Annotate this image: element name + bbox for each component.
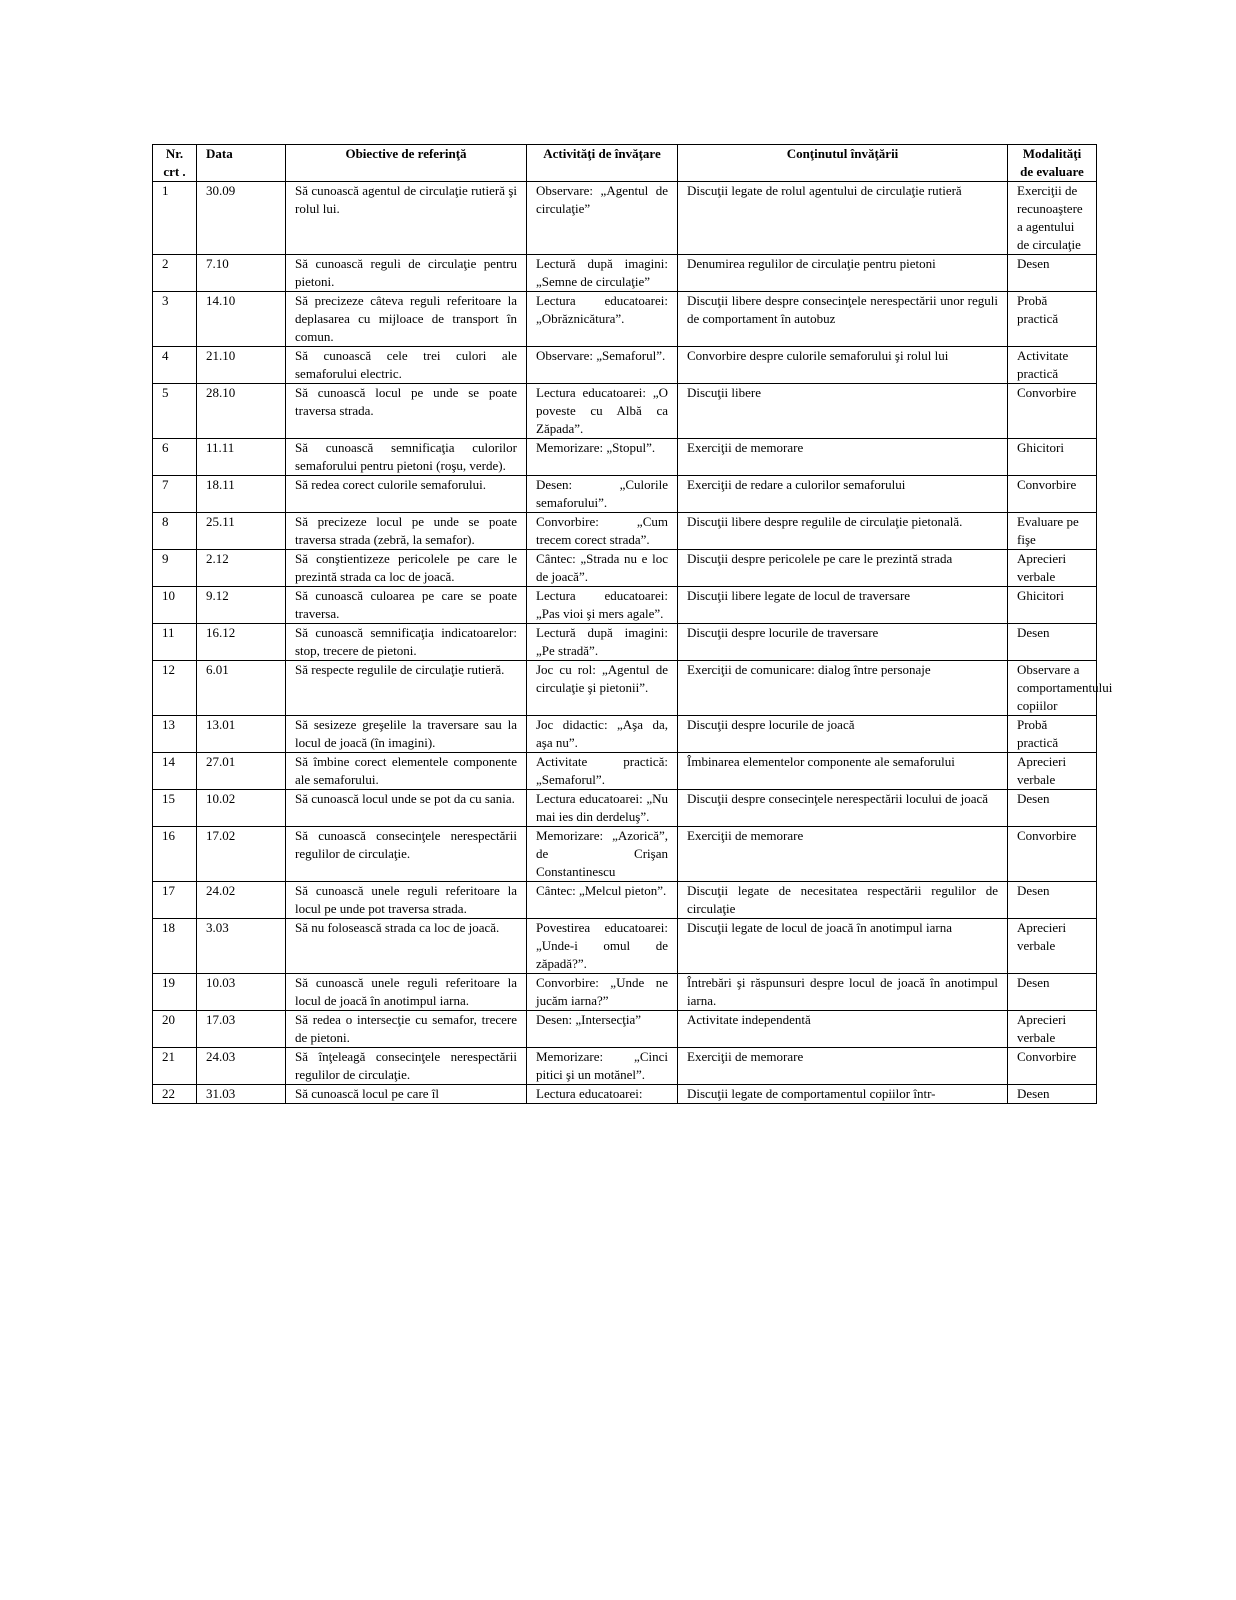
cell-continut: Întrebări şi răspunsuri despre locul de joacă în anotimpul iarna. bbox=[678, 974, 1008, 1011]
cell-nr: 4 bbox=[153, 347, 197, 384]
cell-continut: Discuţii libere despre regulile de circulaţie pietonală. bbox=[678, 513, 1008, 550]
cell-activitate: Memorizare: „Stopul”. bbox=[527, 439, 678, 476]
cell-data: 24.02 bbox=[197, 882, 286, 919]
cell-activitate: Cântec: „Melcul pieton”. bbox=[527, 882, 678, 919]
cell-obiectiv: Să precizeze locul pe unde se poate traversa strada (zebră, la semafor). bbox=[286, 513, 527, 550]
cell-continut: Convorbire despre culorile semaforului şi rolul lui bbox=[678, 347, 1008, 384]
table-row bbox=[153, 182, 1097, 255]
cell-obiectiv: Să cunoască locul pe care îl bbox=[286, 1085, 527, 1104]
cell-continut: Discuţii despre locurile de joacă bbox=[678, 716, 1008, 753]
cell-nr: 19 bbox=[153, 974, 197, 1011]
cell-continut: Exerciţii de memorare bbox=[678, 1048, 1008, 1085]
header-nr: Nr. crt . bbox=[153, 145, 197, 182]
cell-data: 13.01 bbox=[197, 716, 286, 753]
cell-data: 27.01 bbox=[197, 753, 286, 790]
cell-continut: Discuţii legate de necesitatea respectării regulilor de circulaţie bbox=[678, 882, 1008, 919]
cell-nr: 5 bbox=[153, 384, 197, 439]
cell-obiectiv: Să cunoască consecinţele nerespectării regulilor de circulaţie. bbox=[286, 827, 527, 882]
table-row bbox=[153, 1085, 1097, 1104]
cell-obiectiv: Să cunoască culoarea pe care se poate traversa. bbox=[286, 587, 527, 624]
table-row bbox=[153, 550, 1097, 587]
cell-continut: Exerciţii de comunicare: dialog între personaje bbox=[678, 661, 1008, 716]
cell-nr: 17 bbox=[153, 882, 197, 919]
cell-evaluare: Probă practică bbox=[1008, 292, 1097, 347]
cell-activitate: Memorizare: „Cinci pitici şi un motănel”. bbox=[527, 1048, 678, 1085]
table-row bbox=[153, 753, 1097, 790]
cell-continut: Discuţii legate de locul de joacă în anotimpul iarna bbox=[678, 919, 1008, 974]
cell-obiectiv: Să nu folosească strada ca loc de joacă. bbox=[286, 919, 527, 974]
cell-continut: Exerciţii de memorare bbox=[678, 827, 1008, 882]
cell-nr: 18 bbox=[153, 919, 197, 974]
table-row bbox=[153, 919, 1097, 974]
cell-evaluare: Aprecieri verbale bbox=[1008, 753, 1097, 790]
cell-nr: 6 bbox=[153, 439, 197, 476]
table-row bbox=[153, 347, 1097, 384]
header-data: Data bbox=[197, 145, 286, 182]
cell-evaluare: Desen bbox=[1008, 882, 1097, 919]
cell-data: 28.10 bbox=[197, 384, 286, 439]
cell-activitate: Joc didactic: „Aşa da, aşa nu”. bbox=[527, 716, 678, 753]
cell-evaluare: Desen bbox=[1008, 974, 1097, 1011]
cell-activitate: Joc cu rol: „Agentul de circulaţie şi pietonii”. bbox=[527, 661, 678, 716]
cell-obiectiv: Să redea o intersecţie cu semafor, trecere de pietoni. bbox=[286, 1011, 527, 1048]
table-row bbox=[153, 661, 1097, 716]
cell-evaluare: Aprecieri verbale bbox=[1008, 550, 1097, 587]
cell-activitate: Lectura educatoarei: „Nu mai ies din derdeluş”. bbox=[527, 790, 678, 827]
header-obiective: Obiective de referinţă bbox=[286, 145, 527, 182]
cell-obiectiv: Să cunoască unele reguli referitoare la locul pe unde pot traversa strada. bbox=[286, 882, 527, 919]
table-row bbox=[153, 716, 1097, 753]
cell-obiectiv: Să îmbine corect elementele componente ale semaforului. bbox=[286, 753, 527, 790]
cell-activitate: Cântec: „Strada nu e loc de joacă”. bbox=[527, 550, 678, 587]
cell-activitate: Convorbire: „Unde ne jucăm iarna?” bbox=[527, 974, 678, 1011]
header-evaluare: Modalităţi de evaluare bbox=[1008, 145, 1097, 182]
cell-obiectiv: Să cunoască locul unde se pot da cu sania. bbox=[286, 790, 527, 827]
cell-activitate: Observare: „Agentul de circulaţie” bbox=[527, 182, 678, 255]
cell-obiectiv: Să înţeleagă consecinţele nerespectării regulilor de circulaţie. bbox=[286, 1048, 527, 1085]
cell-obiectiv: Să cunoască locul pe unde se poate traversa strada. bbox=[286, 384, 527, 439]
table-row bbox=[153, 1011, 1097, 1048]
cell-data: 11.11 bbox=[197, 439, 286, 476]
table-row bbox=[153, 882, 1097, 919]
cell-activitate: Lectură după imagini: „Pe stradă”. bbox=[527, 624, 678, 661]
cell-data: 14.10 bbox=[197, 292, 286, 347]
cell-obiectiv: Să cunoască semnificaţia culorilor semaforului pentru pietoni (roşu, verde). bbox=[286, 439, 527, 476]
cell-activitate: Memorizare: „Azorică”, de Crişan Constantinescu bbox=[527, 827, 678, 882]
table-row bbox=[153, 974, 1097, 1011]
table-row bbox=[153, 624, 1097, 661]
cell-evaluare: Convorbire bbox=[1008, 476, 1097, 513]
cell-continut: Îmbinarea elementelor componente ale semaforului bbox=[678, 753, 1008, 790]
cell-data: 6.01 bbox=[197, 661, 286, 716]
cell-continut: Discuţii libere legate de locul de traversare bbox=[678, 587, 1008, 624]
table-row bbox=[153, 439, 1097, 476]
cell-data: 2.12 bbox=[197, 550, 286, 587]
cell-nr: 3 bbox=[153, 292, 197, 347]
table-row bbox=[153, 513, 1097, 550]
cell-evaluare: Convorbire bbox=[1008, 1048, 1097, 1085]
cell-activitate: Lectura educatoarei: „Pas vioi şi mers agale”. bbox=[527, 587, 678, 624]
cell-nr: 8 bbox=[153, 513, 197, 550]
cell-continut: Discuţii libere bbox=[678, 384, 1008, 439]
cell-nr: 14 bbox=[153, 753, 197, 790]
cell-activitate: Lectură după imagini: „Semne de circulaţie” bbox=[527, 255, 678, 292]
cell-activitate: Lectura educatoarei: „Obrăznicătura”. bbox=[527, 292, 678, 347]
cell-nr: 1 bbox=[153, 182, 197, 255]
cell-continut: Denumirea regulilor de circulaţie pentru pietoni bbox=[678, 255, 1008, 292]
cell-nr: 11 bbox=[153, 624, 197, 661]
cell-continut: Discuţii despre pericolele pe care le prezintă strada bbox=[678, 550, 1008, 587]
cell-evaluare: Observare a comportamentului copiilor bbox=[1008, 661, 1097, 716]
cell-nr: 12 bbox=[153, 661, 197, 716]
cell-obiectiv: Să precizeze câteva reguli referitoare la deplasarea cu mijloace de transport în comun. bbox=[286, 292, 527, 347]
cell-evaluare: Probă practică bbox=[1008, 716, 1097, 753]
cell-data: 7.10 bbox=[197, 255, 286, 292]
cell-evaluare: Ghicitori bbox=[1008, 587, 1097, 624]
cell-continut: Discuţii legate de rolul agentului de circulaţie rutieră bbox=[678, 182, 1008, 255]
cell-evaluare: Convorbire bbox=[1008, 827, 1097, 882]
cell-evaluare: Desen bbox=[1008, 624, 1097, 661]
cell-obiectiv: Să cunoască cele trei culori ale semaforului electric. bbox=[286, 347, 527, 384]
table-header-row bbox=[153, 145, 1097, 182]
cell-continut: Discuţii despre locurile de traversare bbox=[678, 624, 1008, 661]
cell-continut: Exerciţii de redare a culorilor semaforului bbox=[678, 476, 1008, 513]
cell-evaluare: Exerciţii de recunoaştere a agentului de circulaţie bbox=[1008, 182, 1097, 255]
cell-data: 30.09 bbox=[197, 182, 286, 255]
cell-nr: 16 bbox=[153, 827, 197, 882]
cell-obiectiv: Să respecte regulile de circulaţie rutieră. bbox=[286, 661, 527, 716]
cell-data: 10.03 bbox=[197, 974, 286, 1011]
cell-obiectiv: Să redea corect culorile semaforului. bbox=[286, 476, 527, 513]
cell-data: 10.02 bbox=[197, 790, 286, 827]
cell-evaluare: Evaluare pe fişe bbox=[1008, 513, 1097, 550]
cell-obiectiv: Să cunoască semnificaţia indicatoarelor: stop, trecere de pietoni. bbox=[286, 624, 527, 661]
cell-nr: 22 bbox=[153, 1085, 197, 1104]
cell-evaluare: Aprecieri verbale bbox=[1008, 1011, 1097, 1048]
cell-obiectiv: Să cunoască agentul de circulaţie rutieră şi rolul lui. bbox=[286, 182, 527, 255]
table-row bbox=[153, 827, 1097, 882]
cell-data: 25.11 bbox=[197, 513, 286, 550]
cell-nr: 21 bbox=[153, 1048, 197, 1085]
cell-evaluare: Desen bbox=[1008, 790, 1097, 827]
cell-activitate: Povestirea educatoarei: „Unde-i omul de zăpadă?”. bbox=[527, 919, 678, 974]
cell-activitate: Lectura educatoarei: „O poveste cu Albă ca Zăpada”. bbox=[527, 384, 678, 439]
cell-activitate: Observare: „Semaforul”. bbox=[527, 347, 678, 384]
cell-continut: Discuţii libere despre consecinţele nerespectării unor reguli de comportament în autobuz bbox=[678, 292, 1008, 347]
cell-data: 16.12 bbox=[197, 624, 286, 661]
table-row bbox=[153, 476, 1097, 513]
cell-activitate: Desen: „Intersecţia” bbox=[527, 1011, 678, 1048]
cell-evaluare: Ghicitori bbox=[1008, 439, 1097, 476]
table-row bbox=[153, 790, 1097, 827]
cell-obiectiv: Să conştientizeze pericolele pe care le prezintă strada ca loc de joacă. bbox=[286, 550, 527, 587]
cell-evaluare: Aprecieri verbale bbox=[1008, 919, 1097, 974]
cell-evaluare: Desen bbox=[1008, 1085, 1097, 1104]
cell-data: 17.03 bbox=[197, 1011, 286, 1048]
cell-nr: 2 bbox=[153, 255, 197, 292]
cell-activitate: Desen: „Culorile semaforului”. bbox=[527, 476, 678, 513]
cell-obiectiv: Să sesizeze greşelile la traversare sau la locul de joacă (în imagini). bbox=[286, 716, 527, 753]
cell-obiectiv: Să cunoască reguli de circulaţie pentru pietoni. bbox=[286, 255, 527, 292]
table-row bbox=[153, 255, 1097, 292]
header-activitati: Activităţi de învăţare bbox=[527, 145, 678, 182]
cell-obiectiv: Să cunoască unele reguli referitoare la locul de joacă în anotimpul iarna. bbox=[286, 974, 527, 1011]
cell-data: 24.03 bbox=[197, 1048, 286, 1085]
cell-nr: 9 bbox=[153, 550, 197, 587]
cell-data: 18.11 bbox=[197, 476, 286, 513]
table-row bbox=[153, 1048, 1097, 1085]
cell-nr: 10 bbox=[153, 587, 197, 624]
cell-activitate: Lectura educatoarei: bbox=[527, 1085, 678, 1104]
cell-continut: Discuţii despre consecinţele nerespectării locului de joacă bbox=[678, 790, 1008, 827]
cell-data: 3.03 bbox=[197, 919, 286, 974]
table-row bbox=[153, 292, 1097, 347]
cell-nr: 13 bbox=[153, 716, 197, 753]
cell-continut: Discuţii legate de comportamentul copiilor într- bbox=[678, 1085, 1008, 1104]
cell-continut: Activitate independentă bbox=[678, 1011, 1008, 1048]
cell-nr: 20 bbox=[153, 1011, 197, 1048]
cell-nr: 15 bbox=[153, 790, 197, 827]
cell-evaluare: Activitate practică bbox=[1008, 347, 1097, 384]
cell-data: 17.02 bbox=[197, 827, 286, 882]
cell-data: 31.03 bbox=[197, 1085, 286, 1104]
cell-evaluare: Convorbire bbox=[1008, 384, 1097, 439]
cell-activitate: Activitate practică: „Semaforul”. bbox=[527, 753, 678, 790]
cell-nr: 7 bbox=[153, 476, 197, 513]
table-row bbox=[153, 587, 1097, 624]
cell-activitate: Convorbire: „Cum trecem corect strada”. bbox=[527, 513, 678, 550]
cell-data: 21.10 bbox=[197, 347, 286, 384]
cell-data: 9.12 bbox=[197, 587, 286, 624]
cell-evaluare: Desen bbox=[1008, 255, 1097, 292]
header-continut: Conţinutul învăţării bbox=[678, 145, 1008, 182]
cell-continut: Exerciţii de memorare bbox=[678, 439, 1008, 476]
table-row bbox=[153, 384, 1097, 439]
activity-plan-table bbox=[152, 144, 1113, 1104]
